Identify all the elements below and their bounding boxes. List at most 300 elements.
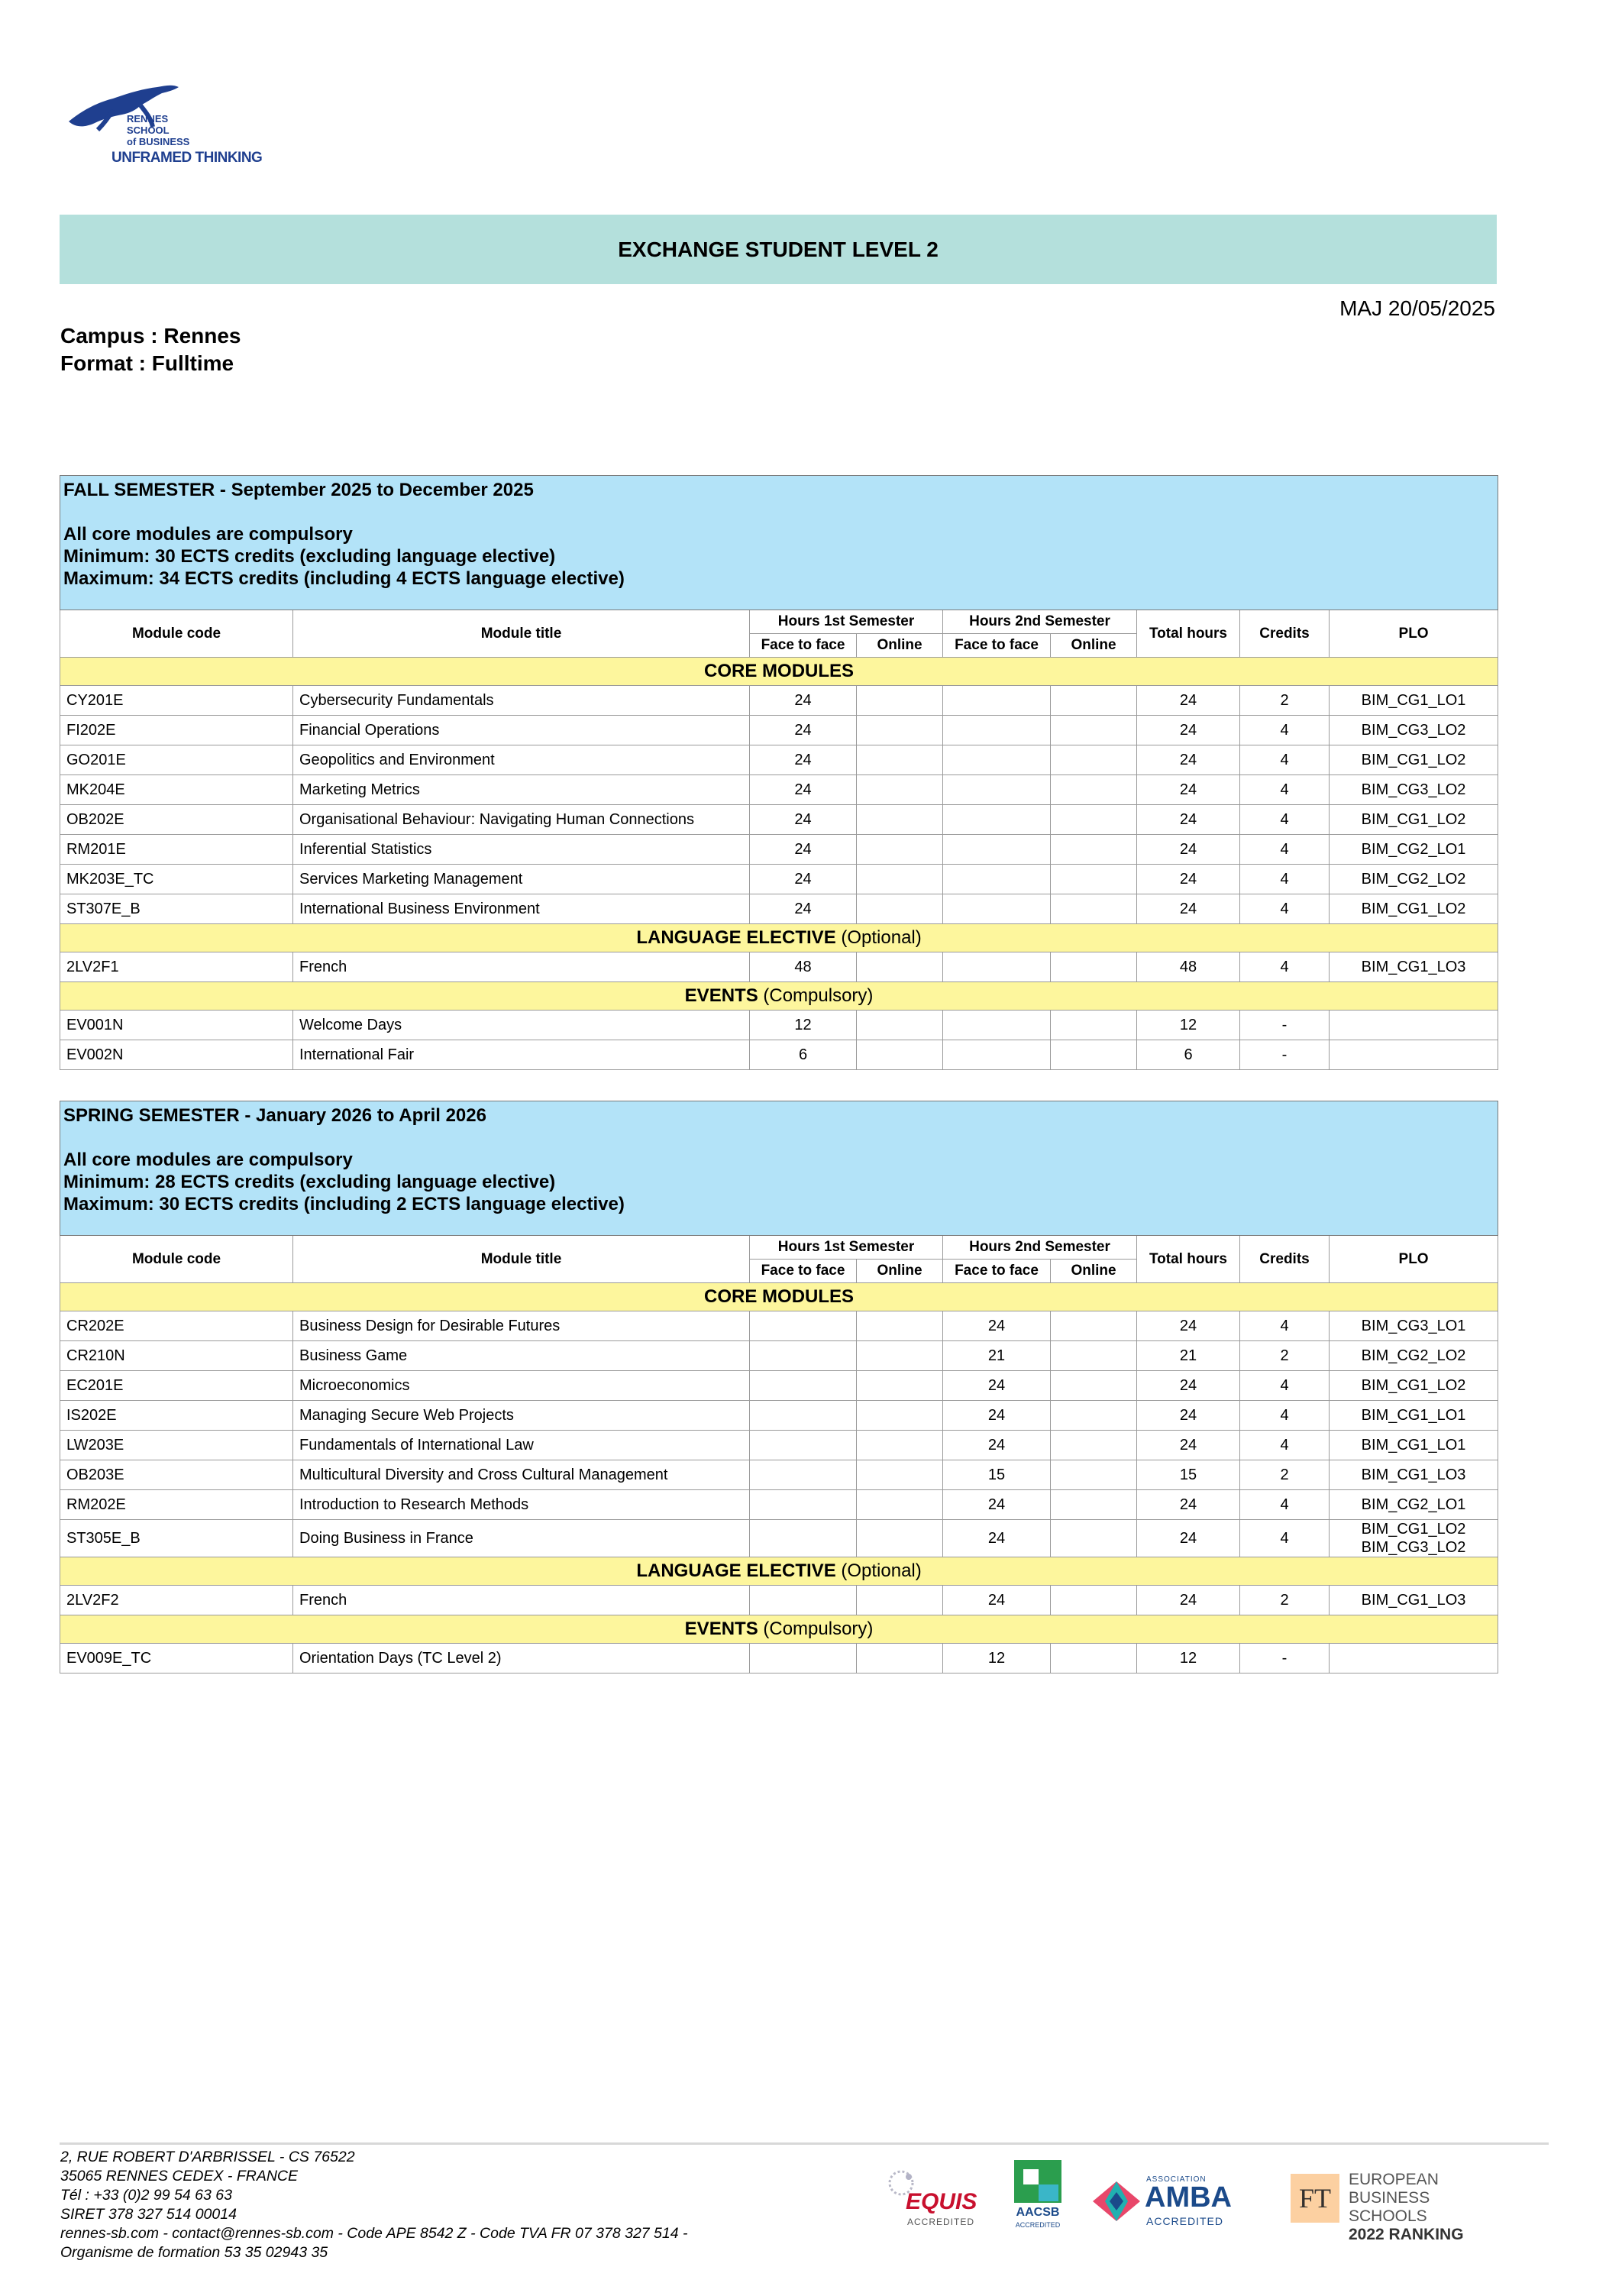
plo: BIM_CG2_LO1 bbox=[1330, 835, 1498, 865]
hours-2-face: 24 bbox=[943, 1311, 1051, 1341]
credits: 4 bbox=[1240, 952, 1330, 982]
section-header bbox=[60, 982, 1498, 1011]
section-header-row bbox=[60, 1615, 1498, 1644]
fall-title: FALL SEMESTER - September 2025 to December 2025 bbox=[63, 480, 534, 500]
hours-2-online bbox=[1051, 1311, 1137, 1341]
amba-sub: ACCREDITED bbox=[1146, 2215, 1224, 2227]
module-title: Doing Business in France bbox=[293, 1520, 750, 1557]
section-note: (Optional) bbox=[841, 927, 922, 948]
total-hours: 24 bbox=[1137, 835, 1240, 865]
hours-1-face bbox=[750, 1460, 857, 1490]
hours-2-online bbox=[1051, 775, 1137, 805]
hours-1-face bbox=[750, 1371, 857, 1401]
col-face-to-face-2: Face to face bbox=[943, 1260, 1051, 1283]
section-label: EVENTS bbox=[684, 985, 758, 1006]
section-note: (Compulsory) bbox=[763, 1619, 874, 1639]
section-note: (Optional) bbox=[841, 1560, 922, 1581]
col-total-hours: Total hours bbox=[1137, 610, 1240, 658]
module-code: EV001N bbox=[60, 1011, 293, 1040]
hours-2-online bbox=[1051, 1371, 1137, 1401]
table-row bbox=[60, 775, 1498, 805]
module-title: French bbox=[293, 952, 750, 982]
aacsb-shield-icon bbox=[1013, 2159, 1063, 2204]
format-label: Format : Fulltime bbox=[60, 351, 234, 375]
logo-line-3: of BUSINESS bbox=[127, 136, 190, 147]
hours-1-face: 24 bbox=[750, 805, 857, 835]
hours-1-online bbox=[857, 1586, 943, 1615]
plo: BIM_CG3_LO1 bbox=[1330, 1311, 1498, 1341]
school-logo bbox=[67, 79, 263, 171]
hours-2-face bbox=[943, 1011, 1051, 1040]
total-hours: 24 bbox=[1137, 745, 1240, 775]
amba-badge bbox=[1090, 2175, 1235, 2229]
hours-2-online bbox=[1051, 1011, 1137, 1040]
col-hours-2nd: Hours 2nd Semester bbox=[943, 1236, 1137, 1260]
hours-2-online bbox=[1051, 1460, 1137, 1490]
total-hours: 6 bbox=[1137, 1040, 1240, 1070]
campus-label: Campus : Rennes bbox=[60, 324, 241, 348]
col-credits: Credits bbox=[1240, 610, 1330, 658]
hours-1-face: 24 bbox=[750, 686, 857, 716]
table-row bbox=[60, 1341, 1498, 1371]
module-title: Cybersecurity Fundamentals bbox=[293, 686, 750, 716]
hours-1-face bbox=[750, 1490, 857, 1520]
hours-1-face bbox=[750, 1520, 857, 1557]
page-title: EXCHANGE STUDENT LEVEL 2 bbox=[60, 215, 1497, 284]
hours-2-face bbox=[943, 716, 1051, 745]
module-code: OB203E bbox=[60, 1460, 293, 1490]
credits: 4 bbox=[1240, 1401, 1330, 1431]
col-module-title: Module title bbox=[293, 610, 750, 658]
module-code: 2LV2F2 bbox=[60, 1586, 293, 1615]
amba-top: ASSOCIATION bbox=[1146, 2175, 1207, 2184]
hours-2-face bbox=[943, 805, 1051, 835]
section-header bbox=[60, 658, 1498, 686]
module-title: Managing Secure Web Projects bbox=[293, 1401, 750, 1431]
plo bbox=[1330, 1040, 1498, 1070]
footer-address bbox=[60, 2148, 688, 2262]
hours-1-online bbox=[857, 894, 943, 924]
plo bbox=[1330, 1644, 1498, 1673]
hours-1-online bbox=[857, 775, 943, 805]
module-title: Services Marketing Management bbox=[293, 865, 750, 894]
credits: - bbox=[1240, 1040, 1330, 1070]
hours-1-face bbox=[750, 1341, 857, 1371]
module-title: Fundamentals of International Law bbox=[293, 1431, 750, 1460]
total-hours: 24 bbox=[1137, 1371, 1240, 1401]
fall-rule-2: Minimum: 30 ECTS credits (excluding language elective) bbox=[63, 546, 556, 567]
table-row bbox=[60, 1371, 1498, 1401]
logo-line-1: RENNES bbox=[127, 113, 169, 125]
hours-1-online bbox=[857, 1311, 943, 1341]
hours-2-online bbox=[1051, 952, 1137, 982]
update-date: MAJ 20/05/2025 bbox=[1339, 296, 1495, 320]
table-row bbox=[60, 1490, 1498, 1520]
aacsb-label: AACSB bbox=[1016, 2206, 1060, 2219]
table-row bbox=[60, 952, 1498, 982]
total-hours: 21 bbox=[1137, 1341, 1240, 1371]
total-hours: 48 bbox=[1137, 952, 1240, 982]
module-title: International Business Environment bbox=[293, 894, 750, 924]
section-header-row bbox=[60, 924, 1498, 952]
hours-1-online bbox=[857, 1520, 943, 1557]
section-header-row bbox=[60, 1283, 1498, 1311]
col-plo: PLO bbox=[1330, 610, 1498, 658]
plo: BIM_CG1_LO3 bbox=[1330, 952, 1498, 982]
col-module-code: Module code bbox=[60, 1236, 293, 1283]
campus-info bbox=[60, 322, 241, 377]
hours-1-face: 24 bbox=[750, 745, 857, 775]
hours-2-face bbox=[943, 686, 1051, 716]
hours-1-online bbox=[857, 805, 943, 835]
col-credits: Credits bbox=[1240, 1236, 1330, 1283]
fall-rule-1: All core modules are compulsory bbox=[63, 524, 353, 545]
col-hours-1st: Hours 1st Semester bbox=[750, 610, 943, 634]
hours-2-online bbox=[1051, 1401, 1137, 1431]
module-title: French bbox=[293, 1586, 750, 1615]
ft-line-3: 2022 RANKING bbox=[1349, 2226, 1464, 2243]
plo: BIM_CG1_LO2 BIM_CG3_LO2 bbox=[1330, 1520, 1498, 1557]
table-row bbox=[60, 686, 1498, 716]
spring-semester-header bbox=[60, 1101, 1498, 1236]
table-row bbox=[60, 745, 1498, 775]
footer-line: 35065 RENNES CEDEX - FRANCE bbox=[60, 2168, 299, 2184]
module-title: Microeconomics bbox=[293, 1371, 750, 1401]
module-code: EV009E_TC bbox=[60, 1644, 293, 1673]
hours-2-online bbox=[1051, 835, 1137, 865]
hours-2-online bbox=[1051, 686, 1137, 716]
hours-1-online bbox=[857, 745, 943, 775]
hours-2-face: 24 bbox=[943, 1401, 1051, 1431]
module-title: Business Design for Desirable Futures bbox=[293, 1311, 750, 1341]
hours-1-face bbox=[750, 1644, 857, 1673]
hours-1-online bbox=[857, 1040, 943, 1070]
hours-2-online bbox=[1051, 865, 1137, 894]
total-hours: 24 bbox=[1137, 1431, 1240, 1460]
section-label: CORE MODULES bbox=[704, 661, 855, 681]
plo: BIM_CG2_LO1 bbox=[1330, 1490, 1498, 1520]
aacsb-sub: ACCREDITED bbox=[1015, 2221, 1061, 2229]
plo: BIM_CG3_LO2 bbox=[1330, 775, 1498, 805]
hours-1-online bbox=[857, 716, 943, 745]
module-code: MK204E bbox=[60, 775, 293, 805]
table-row bbox=[60, 716, 1498, 745]
total-hours: 24 bbox=[1137, 1490, 1240, 1520]
table-row bbox=[60, 1586, 1498, 1615]
credits: 2 bbox=[1240, 686, 1330, 716]
fall-semester-table bbox=[60, 475, 1498, 1070]
section-header-row bbox=[60, 1557, 1498, 1586]
credits: 4 bbox=[1240, 1311, 1330, 1341]
module-code: EC201E bbox=[60, 1371, 293, 1401]
total-hours: 24 bbox=[1137, 805, 1240, 835]
table-row bbox=[60, 1011, 1498, 1040]
hours-2-face: 21 bbox=[943, 1341, 1051, 1371]
total-hours: 24 bbox=[1137, 865, 1240, 894]
hours-1-face bbox=[750, 1586, 857, 1615]
hours-1-face bbox=[750, 1311, 857, 1341]
spring-title: SPRING SEMESTER - January 2026 to April 2026 bbox=[63, 1105, 486, 1126]
section-label: EVENTS bbox=[684, 1619, 758, 1639]
hours-2-online bbox=[1051, 1341, 1137, 1371]
col-total-hours: Total hours bbox=[1137, 1236, 1240, 1283]
hours-2-face bbox=[943, 835, 1051, 865]
credits: 4 bbox=[1240, 745, 1330, 775]
plo: BIM_CG2_LO2 bbox=[1330, 865, 1498, 894]
total-hours: 24 bbox=[1137, 716, 1240, 745]
col-online-2: Online bbox=[1051, 634, 1137, 658]
module-code: RM202E bbox=[60, 1490, 293, 1520]
table-row bbox=[60, 805, 1498, 835]
module-code: CR210N bbox=[60, 1341, 293, 1371]
plo: BIM_CG1_LO1 bbox=[1330, 1401, 1498, 1431]
total-hours: 12 bbox=[1137, 1011, 1240, 1040]
module-title: Multicultural Diversity and Cross Cultural Management bbox=[293, 1460, 750, 1490]
amba-label: AMBA bbox=[1145, 2181, 1232, 2214]
fall-rule-3: Maximum: 34 ECTS credits (including 4 ECTS language elective) bbox=[63, 568, 625, 589]
hours-1-face: 24 bbox=[750, 716, 857, 745]
hours-2-online bbox=[1051, 1520, 1137, 1557]
module-code: MK203E_TC bbox=[60, 865, 293, 894]
module-code: IS202E bbox=[60, 1401, 293, 1431]
credits: 4 bbox=[1240, 775, 1330, 805]
module-title: Marketing Metrics bbox=[293, 775, 750, 805]
fall-semester-header bbox=[60, 476, 1498, 610]
module-code: ST307E_B bbox=[60, 894, 293, 924]
module-code: GO201E bbox=[60, 745, 293, 775]
module-code: LW203E bbox=[60, 1431, 293, 1460]
hours-1-face bbox=[750, 1431, 857, 1460]
total-hours: 24 bbox=[1137, 1586, 1240, 1615]
amba-diamond-icon bbox=[1090, 2178, 1143, 2224]
module-title: Welcome Days bbox=[293, 1011, 750, 1040]
total-hours: 24 bbox=[1137, 1401, 1240, 1431]
hours-2-face bbox=[943, 865, 1051, 894]
equis-label: EQUIS bbox=[906, 2189, 977, 2214]
hours-1-face: 24 bbox=[750, 894, 857, 924]
module-title: International Fair bbox=[293, 1040, 750, 1070]
module-code: CR202E bbox=[60, 1311, 293, 1341]
hours-1-online bbox=[857, 835, 943, 865]
hours-2-face: 24 bbox=[943, 1520, 1051, 1557]
hours-1-online bbox=[857, 952, 943, 982]
table-row bbox=[60, 1520, 1498, 1557]
module-code: EV002N bbox=[60, 1040, 293, 1070]
hours-1-online bbox=[857, 1460, 943, 1490]
hours-2-online bbox=[1051, 1490, 1137, 1520]
credits: 4 bbox=[1240, 1490, 1330, 1520]
module-code: FI202E bbox=[60, 716, 293, 745]
credits: 2 bbox=[1240, 1341, 1330, 1371]
module-code: RM201E bbox=[60, 835, 293, 865]
hours-1-online bbox=[857, 1431, 943, 1460]
hours-1-online bbox=[857, 1011, 943, 1040]
hours-2-online bbox=[1051, 745, 1137, 775]
ft-line-1: EUROPEAN bbox=[1349, 2171, 1439, 2188]
spring-semester-table bbox=[60, 1101, 1498, 1673]
hours-2-face bbox=[943, 745, 1051, 775]
hours-2-face bbox=[943, 952, 1051, 982]
spring-rule-1: All core modules are compulsory bbox=[63, 1150, 353, 1170]
hours-1-face: 24 bbox=[750, 835, 857, 865]
total-hours: 24 bbox=[1137, 775, 1240, 805]
col-face-to-face-1: Face to face bbox=[750, 1260, 857, 1283]
spring-rule-2: Minimum: 28 ECTS credits (excluding language elective) bbox=[63, 1172, 556, 1192]
total-hours: 12 bbox=[1137, 1644, 1240, 1673]
section-header bbox=[60, 1557, 1498, 1586]
module-title: Financial Operations bbox=[293, 716, 750, 745]
hours-2-face bbox=[943, 1040, 1051, 1070]
credits: - bbox=[1240, 1011, 1330, 1040]
table-row bbox=[60, 1460, 1498, 1490]
plo: BIM_CG1_LO2 bbox=[1330, 1371, 1498, 1401]
plo: BIM_CG1_LO3 bbox=[1330, 1460, 1498, 1490]
module-title: Geopolitics and Environment bbox=[293, 745, 750, 775]
hours-1-face: 24 bbox=[750, 775, 857, 805]
plo: BIM_CG1_LO1 bbox=[1330, 1431, 1498, 1460]
module-title: Inferential Statistics bbox=[293, 835, 750, 865]
module-code: OB202E bbox=[60, 805, 293, 835]
footer-line: Organisme de formation 53 35 02943 35 bbox=[60, 2244, 328, 2261]
hours-2-face: 24 bbox=[943, 1371, 1051, 1401]
table-row bbox=[60, 1431, 1498, 1460]
table-row bbox=[60, 894, 1498, 924]
credits: 4 bbox=[1240, 865, 1330, 894]
hours-1-face: 12 bbox=[750, 1011, 857, 1040]
col-module-code: Module code bbox=[60, 610, 293, 658]
col-online-1: Online bbox=[857, 1260, 943, 1283]
module-code: CY201E bbox=[60, 686, 293, 716]
logo-tagline: UNFRAMED THINKING bbox=[111, 150, 263, 166]
table-row bbox=[60, 1311, 1498, 1341]
credits: 4 bbox=[1240, 1520, 1330, 1557]
credits: 4 bbox=[1240, 1371, 1330, 1401]
section-header bbox=[60, 1615, 1498, 1644]
hours-1-face: 24 bbox=[750, 865, 857, 894]
hours-1-online bbox=[857, 686, 943, 716]
hours-2-face bbox=[943, 894, 1051, 924]
hours-2-face: 12 bbox=[943, 1644, 1051, 1673]
section-label: LANGUAGE ELECTIVE bbox=[636, 1560, 836, 1581]
col-face-to-face-2: Face to face bbox=[943, 634, 1051, 658]
ft-line-2: BUSINESS SCHOOLS bbox=[1349, 2189, 1430, 2225]
table-row bbox=[60, 1040, 1498, 1070]
hours-1-face: 48 bbox=[750, 952, 857, 982]
plo: BIM_CG1_LO3 bbox=[1330, 1586, 1498, 1615]
footer-line: SIRET 378 327 514 00014 bbox=[60, 2206, 237, 2223]
hours-1-online bbox=[857, 1490, 943, 1520]
module-code: ST305E_B bbox=[60, 1520, 293, 1557]
table-row bbox=[60, 865, 1498, 894]
section-header-row bbox=[60, 658, 1498, 686]
credits: 2 bbox=[1240, 1460, 1330, 1490]
spring-rule-3: Maximum: 30 ECTS credits (including 2 ECTS language elective) bbox=[63, 1194, 625, 1214]
section-header bbox=[60, 1283, 1498, 1311]
module-title: Orientation Days (TC Level 2) bbox=[293, 1644, 750, 1673]
col-hours-2nd: Hours 2nd Semester bbox=[943, 610, 1137, 634]
hours-2-online bbox=[1051, 805, 1137, 835]
footer-line: rennes-sb.com - contact@rennes-sb.com - Code APE 8542 Z - Code TVA FR 07 378 327 514 - bbox=[60, 2225, 688, 2242]
col-face-to-face-1: Face to face bbox=[750, 634, 857, 658]
total-hours: 24 bbox=[1137, 1520, 1240, 1557]
section-header bbox=[60, 924, 1498, 952]
hours-1-online bbox=[857, 1341, 943, 1371]
footer-line: 2, RUE ROBERT D'ARBRISSEL - CS 76522 bbox=[60, 2149, 355, 2165]
hours-2-face: 24 bbox=[943, 1586, 1051, 1615]
ft-mark: FT bbox=[1291, 2174, 1339, 2223]
plo: BIM_CG1_LO1 bbox=[1330, 686, 1498, 716]
total-hours: 15 bbox=[1137, 1460, 1240, 1490]
table-row bbox=[60, 835, 1498, 865]
col-module-title: Module title bbox=[293, 1236, 750, 1283]
hours-1-face bbox=[750, 1401, 857, 1431]
col-online-2: Online bbox=[1051, 1260, 1137, 1283]
module-code: 2LV2F1 bbox=[60, 952, 293, 982]
hours-1-online bbox=[857, 1644, 943, 1673]
total-hours: 24 bbox=[1137, 1311, 1240, 1341]
hours-2-face: 24 bbox=[943, 1431, 1051, 1460]
hours-1-online bbox=[857, 1401, 943, 1431]
logo-line-2: SCHOOL bbox=[127, 125, 170, 136]
col-online-1: Online bbox=[857, 634, 943, 658]
credits: 4 bbox=[1240, 716, 1330, 745]
section-label: LANGUAGE ELECTIVE bbox=[636, 927, 836, 948]
credits: 4 bbox=[1240, 805, 1330, 835]
plo: BIM_CG1_LO2 bbox=[1330, 805, 1498, 835]
total-hours: 24 bbox=[1137, 686, 1240, 716]
hours-2-online bbox=[1051, 894, 1137, 924]
hours-2-face: 24 bbox=[943, 1490, 1051, 1520]
hours-2-face bbox=[943, 775, 1051, 805]
plo: BIM_CG3_LO2 bbox=[1330, 716, 1498, 745]
credits: 4 bbox=[1240, 1431, 1330, 1460]
hours-2-online bbox=[1051, 1586, 1137, 1615]
section-label: CORE MODULES bbox=[704, 1286, 855, 1307]
plo: BIM_CG1_LO2 bbox=[1330, 894, 1498, 924]
table-row bbox=[60, 1401, 1498, 1431]
aacsb-badge bbox=[1013, 2159, 1063, 2232]
section-header-row bbox=[60, 982, 1498, 1011]
hours-2-online bbox=[1051, 1040, 1137, 1070]
hours-2-online bbox=[1051, 1644, 1137, 1673]
hours-2-face: 15 bbox=[943, 1460, 1051, 1490]
footer-line: Tél : +33 (0)2 99 54 63 63 bbox=[60, 2187, 232, 2204]
table-row bbox=[60, 1644, 1498, 1673]
plo: BIM_CG1_LO2 bbox=[1330, 745, 1498, 775]
module-title: Business Game bbox=[293, 1341, 750, 1371]
plo bbox=[1330, 1011, 1498, 1040]
equis-badge bbox=[886, 2168, 985, 2229]
credits: 4 bbox=[1240, 835, 1330, 865]
hours-1-face: 6 bbox=[750, 1040, 857, 1070]
ft-ranking-badge bbox=[1291, 2171, 1501, 2243]
credits: 2 bbox=[1240, 1586, 1330, 1615]
col-hours-1st: Hours 1st Semester bbox=[750, 1236, 943, 1260]
hours-1-online bbox=[857, 865, 943, 894]
hours-1-online bbox=[857, 1371, 943, 1401]
total-hours: 24 bbox=[1137, 894, 1240, 924]
module-title: Introduction to Research Methods bbox=[293, 1490, 750, 1520]
hours-2-online bbox=[1051, 1431, 1137, 1460]
credits: 4 bbox=[1240, 894, 1330, 924]
credits: - bbox=[1240, 1644, 1330, 1673]
plo: BIM_CG2_LO2 bbox=[1330, 1341, 1498, 1371]
section-note: (Compulsory) bbox=[763, 985, 874, 1006]
footer-divider bbox=[60, 2142, 1549, 2145]
col-plo: PLO bbox=[1330, 1236, 1498, 1283]
module-title: Organisational Behaviour: Navigating Human Connections bbox=[293, 805, 750, 835]
equis-sub: ACCREDITED bbox=[907, 2217, 975, 2227]
